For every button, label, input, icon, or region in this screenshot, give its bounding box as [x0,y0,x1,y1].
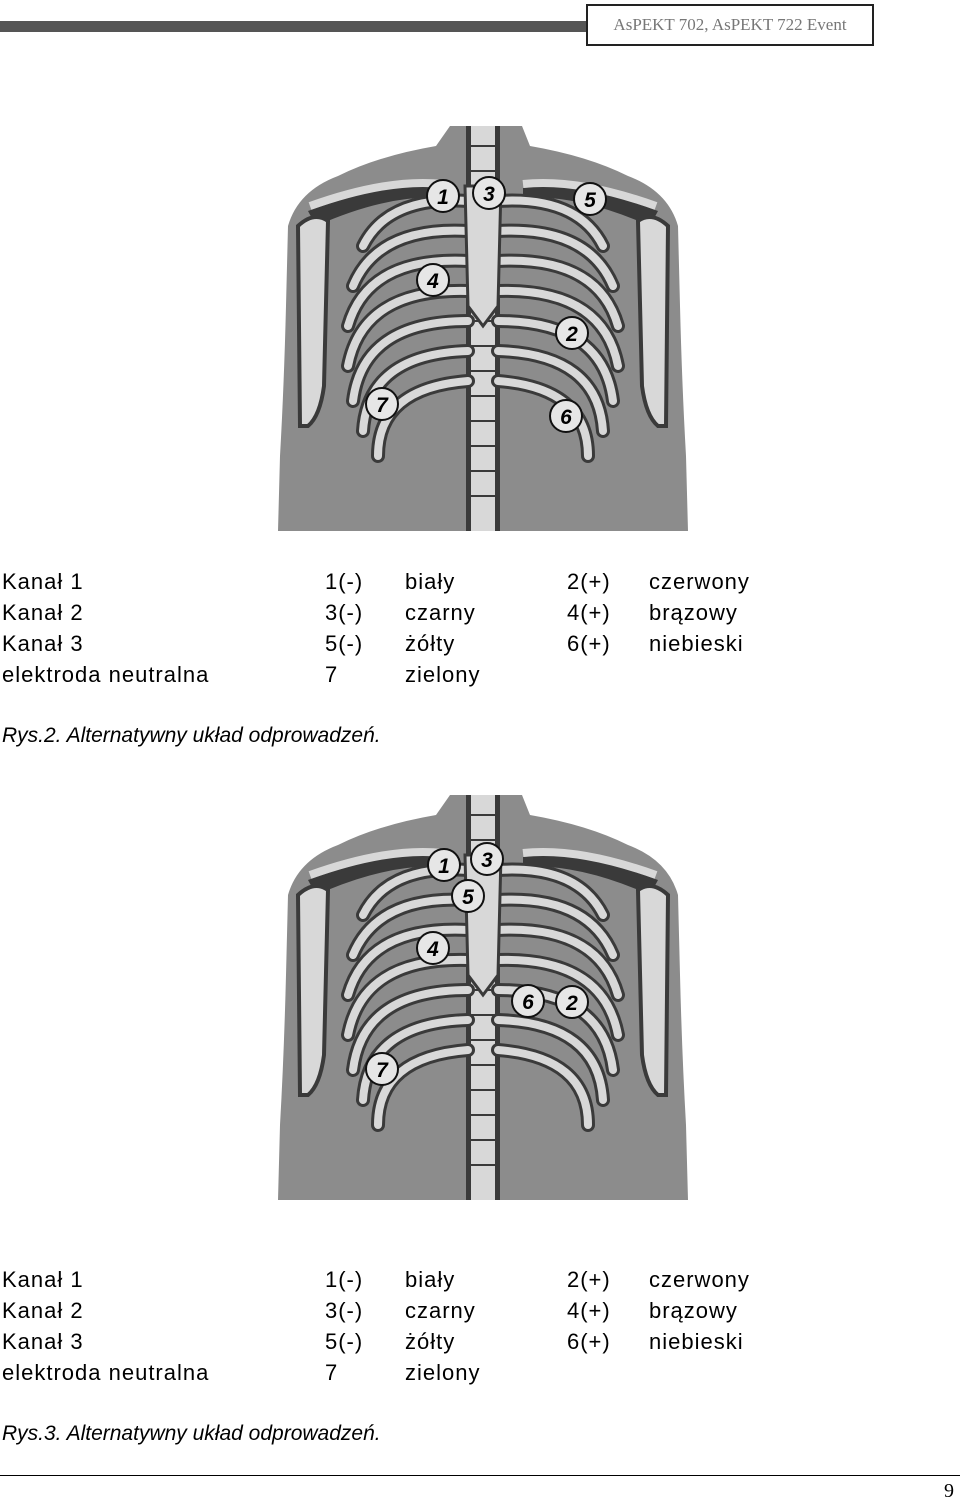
electrode-3 [471,843,503,875]
positive-color: niebieski [649,631,744,656]
electrode-6 [512,985,544,1017]
figure-caption-2: Rys.3. Alternatywny układ odprowadzeń. [2,1422,381,1445]
torso-figure-2 [268,795,698,1200]
negative-color: biały [405,569,456,594]
electrode-7-label: 7 [376,394,388,417]
positive-electrode: 2(+) [567,1267,611,1292]
channel-name: Kanał 1 [2,1267,84,1292]
negative-color: czarny [405,600,476,625]
negative-electrode: 1(-) [325,569,364,594]
electrode-3 [473,177,505,209]
negative-electrode: 5(-) [325,1329,364,1354]
positive-color: brązowy [649,600,738,625]
electrode-2 [556,986,588,1018]
positive-color: czerwony [649,569,750,594]
channel-name: Kanał 2 [2,600,84,625]
legend-row [2,628,902,659]
negative-electrode: 1(-) [325,1267,364,1292]
electrode-7 [366,1053,398,1085]
electrode-5-label: 5 [462,886,474,909]
electrode-6-label: 6 [560,406,572,429]
negative-color: żółty [405,1329,456,1354]
channel-name: Kanał 2 [2,1298,84,1323]
electrode-1 [427,180,459,212]
negative-color: biały [405,1267,456,1292]
torso-illustration-1 [268,126,698,531]
negative-electrode: 7 [325,1360,339,1385]
negative-color: żółty [405,631,456,656]
footer-divider [0,1475,960,1476]
torso-illustration-2 [268,795,698,1200]
negative-electrode: 3(-) [325,1298,364,1323]
electrode-3-label: 3 [483,183,495,206]
positive-color: niebieski [649,1329,744,1354]
electrode-4 [417,932,449,964]
electrode-7-label: 7 [376,1059,388,1082]
positive-color: czerwony [649,1267,750,1292]
negative-color: zielony [405,1360,481,1385]
legend-row [2,566,902,597]
electrode-6 [550,400,582,432]
figure-caption-1: Rys.2. Alternatywny układ odprowadzeń. [2,724,381,747]
positive-electrode: 6(+) [567,631,611,656]
electrode-2-label: 2 [566,323,578,346]
channel-name: Kanał 1 [2,569,84,594]
channel-name: Kanał 3 [2,1329,84,1354]
channel-name: Kanał 3 [2,631,84,656]
electrode-2 [556,317,588,349]
electrode-2-label: 2 [566,992,578,1015]
electrode-5 [452,880,484,912]
positive-electrode: 4(+) [567,1298,611,1323]
electrode-7 [366,388,398,420]
legend-table-1 [2,566,902,690]
electrode-5-label: 5 [584,189,596,212]
legend-row [2,1264,902,1295]
channel-name: elektroda neutralna [2,1360,210,1385]
legend-row [2,659,902,690]
torso-figure-1 [268,126,698,531]
positive-color: brązowy [649,1298,738,1323]
positive-electrode: 4(+) [567,600,611,625]
page-number: 9 [944,1480,954,1502]
header-title: AsPEKT 702, AsPEKT 722 Event [586,4,874,46]
negative-color: zielony [405,662,481,687]
electrode-4-label: 4 [427,270,439,293]
legend-row [2,1326,902,1357]
electrode-6-label: 6 [522,991,534,1014]
positive-electrode: 2(+) [567,569,611,594]
positive-electrode: 6(+) [567,1329,611,1354]
electrode-5 [574,183,606,215]
electrode-1-label: 1 [438,855,450,878]
negative-electrode: 5(-) [325,631,364,656]
negative-color: czarny [405,1298,476,1323]
negative-electrode: 3(-) [325,600,364,625]
channel-name: elektroda neutralna [2,662,210,687]
electrode-1 [428,849,460,881]
electrode-3-label: 3 [481,849,493,872]
legend-row [2,597,902,628]
electrode-4 [417,264,449,296]
legend-row [2,1295,902,1326]
header-bar [0,21,586,32]
negative-electrode: 7 [325,662,339,687]
electrode-4-label: 4 [427,938,439,961]
legend-table-2 [2,1264,902,1388]
electrode-1-label: 1 [437,186,449,209]
legend-row [2,1357,902,1388]
